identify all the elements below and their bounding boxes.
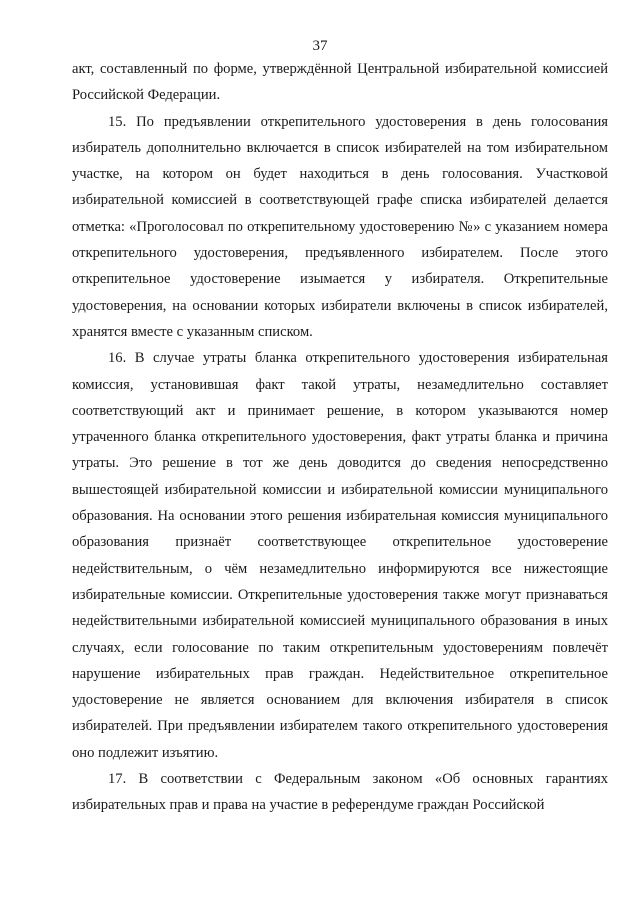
page-number: 37: [312, 38, 328, 54]
paragraph-item-17: 17. В соответствии с Федеральным законом «Об основных гарантиях избирательных прав и права на участие в референдуме граждан Российской: [72, 771, 608, 814]
document-body: [72, 56, 608, 819]
paragraph-continuation: акт, составленный по форме, утверждённой Центральной избирательной комиссией Российской Федерации.: [72, 61, 608, 104]
paragraph-item-15: 15. По предъявлении открепительного удостоверения в день голосования избиратель дополнительно включается в список избирателей на том избирательном участке, на котором он будет находиться в день голосования. Участковой избирательной комиссией в соответствующей графе списка избирателей делается отметка: «Проголосовал по открепительному удостоверению №» с указанием номера открепительного удостоверения, предъявленного избирателем. После этого открепительное удостоверение изымается у избирателя. Открепительные удостоверения, на основании которых избиратели включены в список избирателей, хранятся вместе с указанным списком.: [72, 113, 608, 340]
paragraph-item-16: 16. В случае утраты бланка открепительного удостоверения избирательная комиссия, установившая факт такой утраты, незамедлительно составляет соответствующий акт и принимает решение, в котором указываются номер утраченного бланка открепительного удостоверения, факт утраты бланка и причина утраты. Это решение в тот же день доводится до сведения непосредственно вышестоящей избирательной комиссии и избирательной комиссии муниципального образования. На основании этого решения избирательная комиссия муниципального образования признаёт соответствующее открепительное удостоверение недействительным, о чём незамедлительно информируются все нижестоящие избирательные комиссии. Открепительные удостоверения также могут признаваться недействительными избирательной комиссией муниципального образования в иных случаях, если голосование по таким открепительным удостоверениям повлечёт нарушение избирательных прав граждан. Недействительное открепительное удостоверение не является основанием для включения избирателя в список избирателей. При предъявлении избирателем такого открепительного удостоверения оно подлежит изъятию.: [72, 350, 608, 761]
